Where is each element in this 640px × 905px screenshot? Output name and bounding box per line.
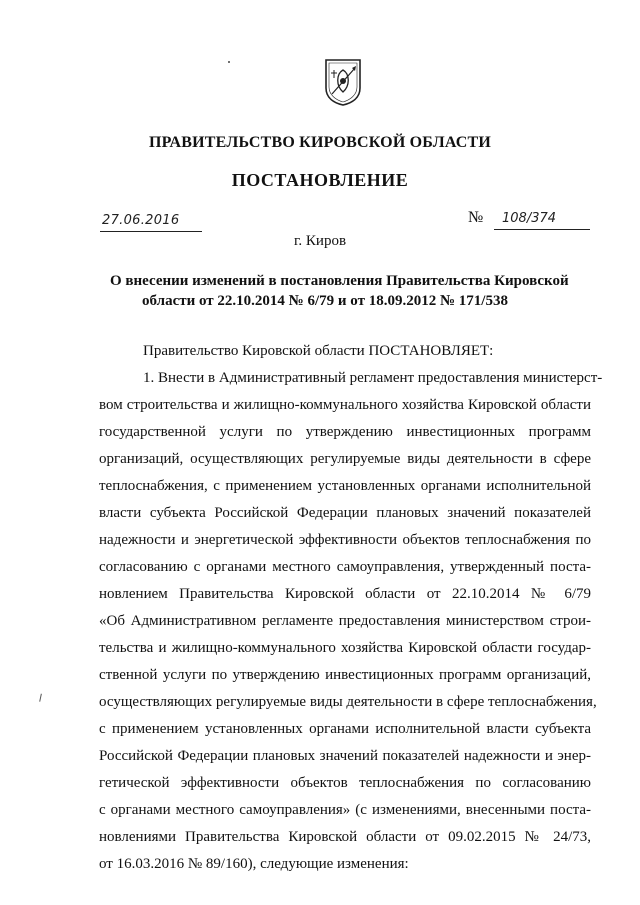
number-field [468, 209, 590, 231]
body-line: организаций, осуществляющих регулируемые виды деятельности в сфере [99, 451, 591, 467]
body-line: согласованию с органами местного самоуправления, утвержденный поста- [99, 559, 591, 575]
subject-line: области от 22.10.2014 № 6/79 и от 18.09.2012 № 171/538 [142, 293, 508, 309]
body-line: с применением установленных органами исполнительной власти субъекта [99, 721, 591, 737]
body-line: надежности и энергетической эффективности объектов теплоснабжения по [99, 532, 591, 548]
body-line: теплоснабжения, с применением установленных органами исполнительной [99, 478, 591, 494]
document-number: 108/374 [502, 211, 557, 226]
body-line: новлениями Правительства Кировской области от 09.02.2015 № 24/73, [99, 829, 591, 845]
body-line: гетической эффективности объектов теплоснабжения по согласованию [99, 775, 591, 791]
document-subject [110, 271, 569, 311]
body-line: государственной услуги по утверждению инвестиционных программ [99, 424, 591, 440]
document-type-title: ПОСТАНОВЛЕНИЕ [231, 170, 409, 190]
coat-of-arms-icon [324, 58, 362, 106]
date-field [100, 211, 202, 232]
body-line: с органами местного самоуправления» (с изменениями, внесенными поста- [99, 802, 591, 818]
body-line: власти субъекта Российской Федерации плановых значений показателей [99, 505, 591, 521]
body-line: тельства и жилищно-коммунального хозяйства Кировской области государ- [99, 640, 591, 656]
subject-line: О внесении изменений в постановления Правительства Кировской [110, 273, 569, 289]
body-line: «Об Административном регламенте предоставления министерством строи- [99, 613, 591, 629]
body-line: осуществляющих регулируемые виды деятельности в сфере теплоснабжения, [99, 694, 597, 710]
number-underline [494, 229, 590, 230]
scan-speck [228, 61, 230, 63]
document-date: 27.06.2016 [102, 213, 180, 228]
body-line: ственной услуги по утверждению инвестиционных программ организаций, [99, 667, 591, 683]
body-line: вом строительства и жилищно-коммунального хозяйства Кировской области [99, 397, 591, 413]
government-title: ПРАВИТЕЛЬСТВО КИРОВСКОЙ ОБЛАСТИ [148, 134, 492, 151]
body-line: 1. Внести в Административный регламент предоставления министерст- [143, 370, 603, 386]
body-line-preamble: Правительство Кировской области ПОСТАНОВЛЯЕТ: [143, 343, 494, 359]
body-line: Российской Федерации плановых значений показателей надежности и энер- [99, 748, 591, 764]
number-sign: № [468, 209, 484, 226]
city-line: г. Киров [293, 233, 347, 249]
body-line: от 16.03.2016 № 89/160), следующие изменения: [99, 856, 409, 872]
body-line: новлением Правительства Кировской области от 22.10.2014 № 6/79 [99, 586, 591, 602]
scan-mark [39, 694, 45, 703]
